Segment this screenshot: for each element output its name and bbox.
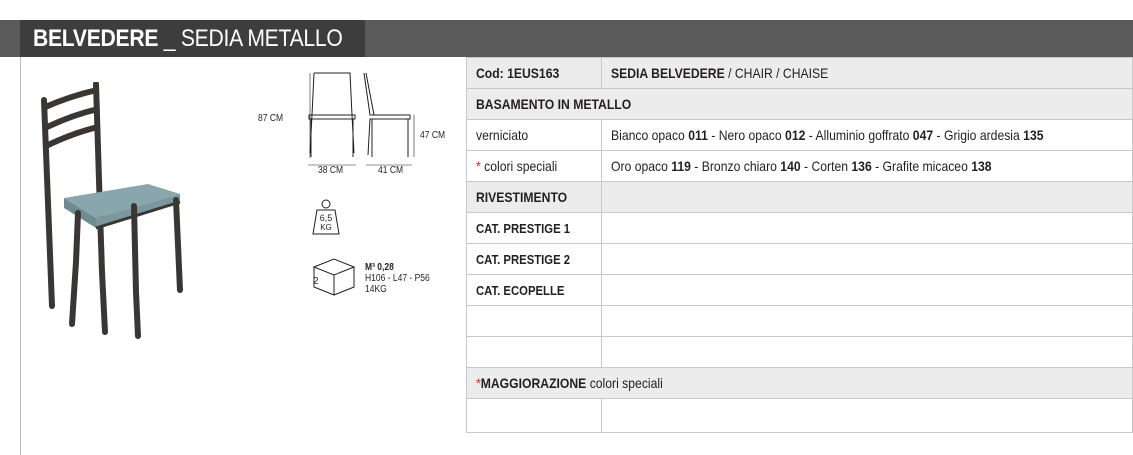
table-row: [467, 244, 1133, 275]
color-code: 138: [971, 158, 992, 174]
weight-value: 6,5: [319, 213, 333, 223]
product-subtitle: SEDIA METALLO: [180, 25, 343, 52]
category-cell: [467, 213, 602, 244]
empty-cell: [467, 337, 602, 368]
title-separator: _: [158, 25, 181, 52]
chair-image: [30, 82, 190, 344]
color-name: Grigio ardesia: [943, 127, 1024, 143]
depth-label: 41 CM: [378, 165, 404, 176]
product-code: Cod: 1EUS163: [476, 65, 560, 81]
asterisk-marker: *: [476, 375, 481, 391]
category-label: CAT. PRESTIGE 1: [476, 221, 571, 236]
asterisk-marker: *: [476, 158, 481, 174]
empty-cell: [602, 182, 1133, 213]
package-size: H106 - L47 - P56: [365, 273, 430, 284]
table-row: [467, 337, 1133, 368]
category-label: CAT. PRESTIGE 2: [476, 252, 571, 267]
product-name: SEDIA BELVEDERE: [611, 65, 725, 81]
empty-cell: [602, 213, 1133, 244]
empty-cell: [602, 399, 1133, 433]
package-weight: 14KG: [365, 284, 387, 295]
package-info: [365, 262, 430, 295]
surcharge-cell: [467, 368, 1133, 399]
special-colors: [611, 158, 992, 174]
table-row: [467, 275, 1133, 306]
color-name: Bronzo chiaro: [701, 158, 781, 174]
empty-cell: [602, 337, 1133, 368]
color-code: 140: [780, 158, 801, 174]
base-header-cell: [467, 89, 1133, 120]
color-separator: -: [800, 158, 812, 174]
table-row: [467, 368, 1133, 399]
covering-header: RIVESTIMENTO: [476, 189, 568, 205]
height-label: 87 CM: [258, 113, 284, 124]
empty-cell: [602, 275, 1133, 306]
color-code: 011: [688, 127, 708, 143]
package-count: 2: [313, 276, 319, 287]
special-label: colori speciali: [480, 158, 558, 174]
color-code: 135: [1023, 127, 1044, 143]
color-name: Bianco opaco: [611, 127, 689, 143]
color-separator: -: [871, 158, 883, 174]
spec-table: [466, 57, 1133, 433]
color-separator: -: [690, 158, 702, 174]
surcharge-label: MAGGIORAZIONE: [480, 375, 587, 391]
special-colors-cell: [602, 151, 1133, 182]
empty-cell: [467, 306, 602, 337]
package-volume: M³ 0,28: [365, 262, 394, 273]
category-cell: [467, 275, 602, 306]
empty-cell: [602, 244, 1133, 275]
weight-icon: [311, 198, 341, 243]
color-name: Nero opaco: [718, 127, 786, 143]
painted-label-cell: [467, 120, 602, 151]
surcharge-rest: colori speciali: [586, 375, 663, 391]
table-row: [467, 89, 1133, 120]
seat-height-label: 47 CM: [420, 130, 446, 141]
category-cell: [467, 244, 602, 275]
painted-colors-cell: [602, 120, 1133, 151]
color-name: Oro opaco: [611, 158, 672, 174]
product-code-cell: [467, 58, 602, 89]
page-title: [33, 22, 343, 55]
base-header: BASAMENTO IN METALLO: [476, 96, 632, 112]
weight-unit: KG: [320, 223, 332, 232]
table-row: [467, 182, 1133, 213]
width-label: 38 CM: [318, 165, 344, 176]
table-row: [467, 213, 1133, 244]
painted-label: verniciato: [476, 127, 529, 143]
color-name: Grafite micaceo: [882, 158, 972, 174]
color-separator: -: [805, 127, 816, 143]
color-name: Corten: [811, 158, 852, 174]
covering-header-cell: [467, 182, 602, 213]
color-code: 012: [785, 127, 806, 143]
color-separator: -: [933, 127, 944, 143]
product-brand: BELVEDERE: [33, 25, 159, 52]
table-row: [467, 399, 1133, 433]
painted-colors: [611, 127, 1043, 143]
empty-cell: [602, 306, 1133, 337]
product-name-cell: [602, 58, 1133, 89]
category-label: CAT. ECOPELLE: [476, 283, 565, 298]
table-row: [467, 120, 1133, 151]
color-separator: -: [707, 127, 719, 143]
table-row: [467, 151, 1133, 182]
table-row: [467, 58, 1133, 89]
special-label-cell: [467, 151, 602, 182]
empty-cell: [467, 399, 602, 433]
table-row: [467, 306, 1133, 337]
color-code: 119: [671, 158, 691, 174]
color-code: 136: [851, 158, 872, 174]
dimensions-drawing: [280, 65, 460, 180]
left-border: [20, 57, 21, 455]
color-name: Alluminio goffrato: [815, 127, 913, 143]
product-name-rest: / CHAIR / CHAISE: [724, 65, 829, 81]
color-code: 047: [912, 127, 934, 143]
